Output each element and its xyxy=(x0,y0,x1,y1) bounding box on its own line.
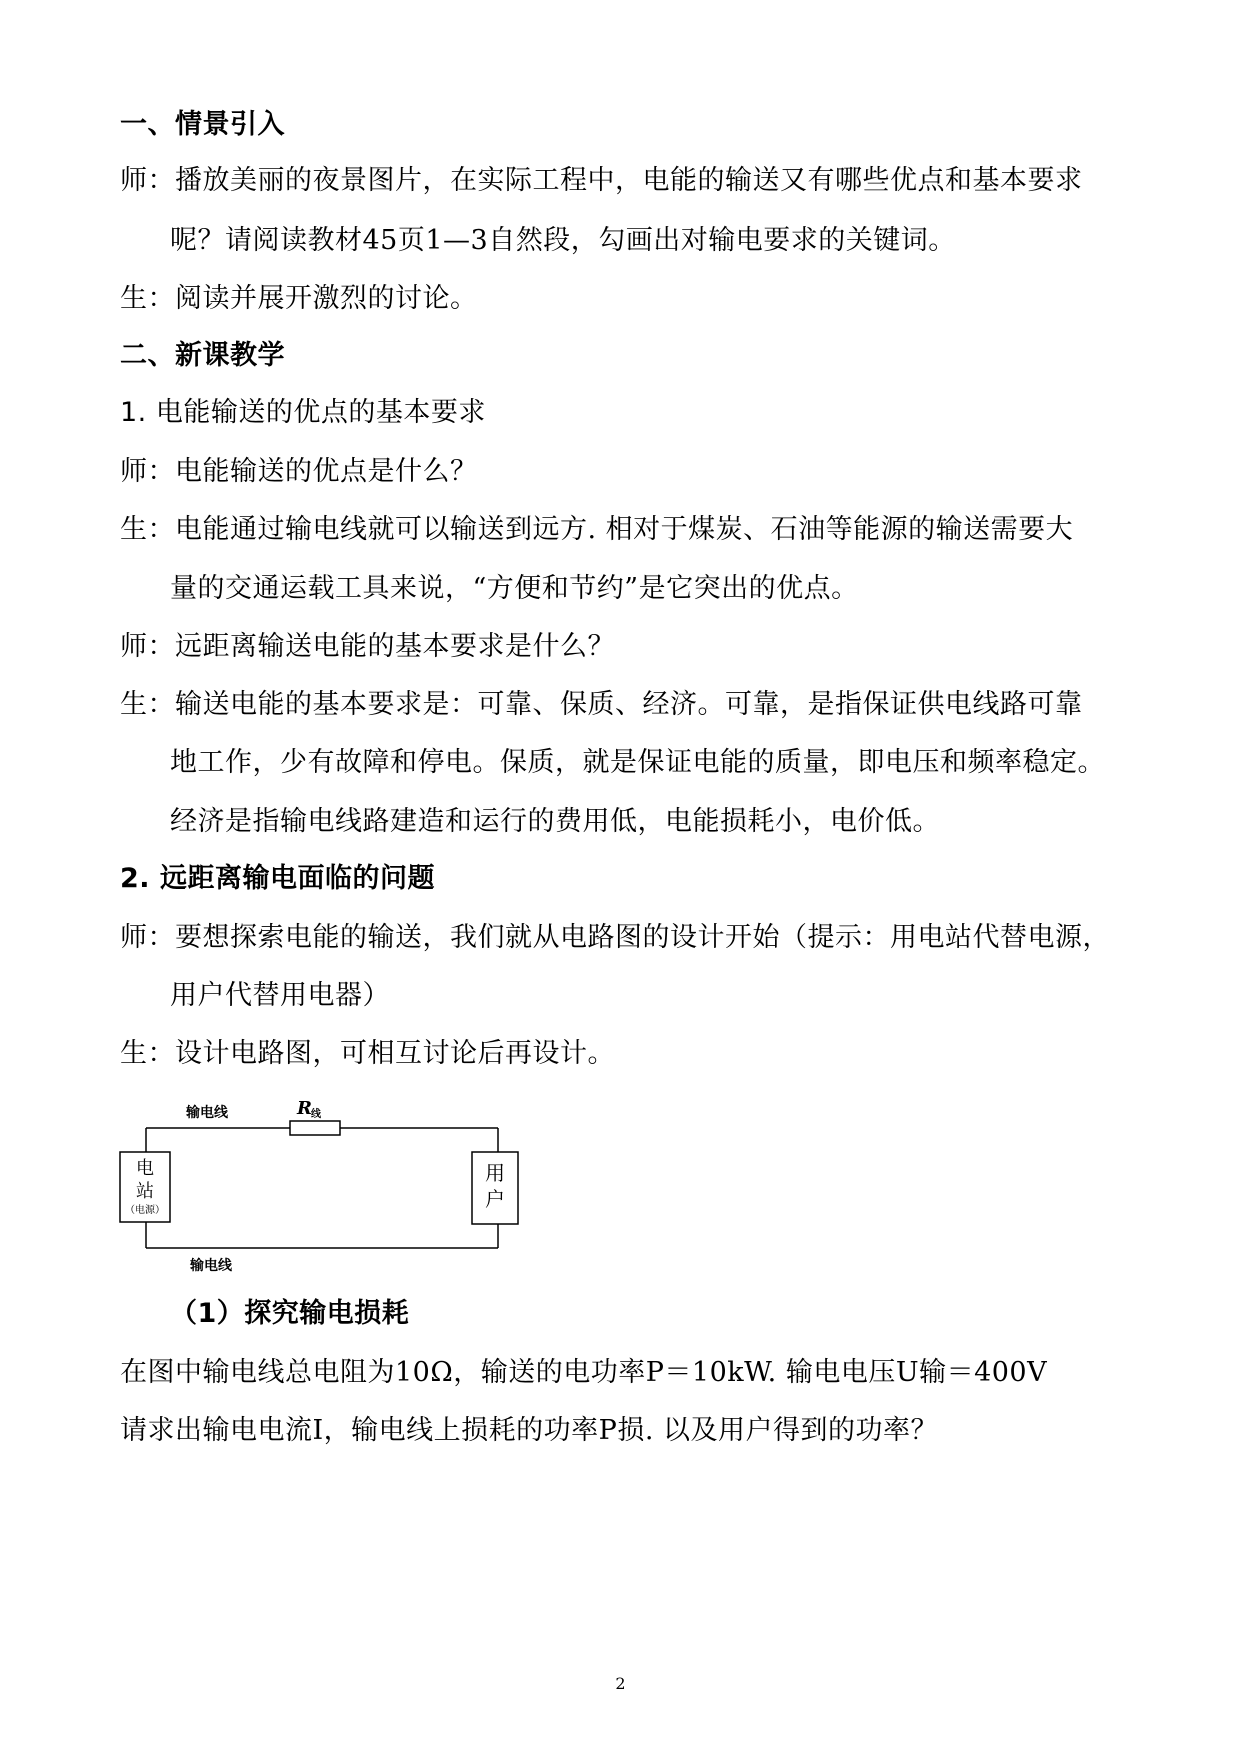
resistor xyxy=(290,1121,340,1135)
subheading-3: （1）探究输电损耗 xyxy=(170,1298,410,1329)
resistor-symbol: R xyxy=(297,1098,312,1119)
heading-intro: 一、情景引入 xyxy=(120,109,285,140)
heading-new-lesson: 二、新课教学 xyxy=(120,340,285,371)
text-line: 生：设计电路图，可相互讨论后再设计。 xyxy=(120,1038,615,1069)
text-line: 师：要想探索电能的输送，我们就从电路图的设计开始（提示：用电站代替电源， xyxy=(120,922,1110,953)
resistor-subscript: 线 xyxy=(311,1109,321,1120)
text-line: 地工作，少有故障和停电。保质，就是保证电能的质量，即电压和频率稳定。 xyxy=(170,747,1105,778)
station-note: （电源） xyxy=(125,1205,165,1216)
circuit-diagram xyxy=(100,1090,580,1290)
subheading-1: 1. 电能输送的优点的基本要求 xyxy=(120,397,486,428)
bottom-wire-label: 输电线 xyxy=(190,1258,232,1274)
text-line: 呢？请阅读教材45页1—3自然段，勾画出对输电要求的关键词。 xyxy=(170,225,956,256)
text-line: 用户代替用电器） xyxy=(170,980,390,1011)
text-line: 生：阅读并展开激烈的讨论。 xyxy=(120,283,478,314)
text-line: 请求出输电电流I，输电线上损耗的功率P损. 以及用户得到的功率？ xyxy=(120,1415,938,1446)
text-line: 生：输送电能的基本要求是：可靠、保质、经济。可靠，是指保证供电线路可靠 xyxy=(120,689,1083,720)
subheading-2: 2. 远距离输电面临的问题 xyxy=(120,863,435,894)
text-line: 师：远距离输送电能的基本要求是什么？ xyxy=(120,631,615,662)
top-wire-label: 输电线 xyxy=(186,1105,228,1121)
text-line: 在图中输电线总电阻为10Ω，输送的电功率P＝10kW. 输电电压U输＝400V xyxy=(120,1357,1048,1388)
text-line: 生：电能通过输电线就可以输送到远方. 相对于煤炭、石油等能源的输送需要大 xyxy=(120,514,1074,545)
text-line: 经济是指输电线路建造和运行的费用低，电能损耗小，电价低。 xyxy=(170,806,940,837)
station-label-2: 站 xyxy=(136,1181,154,1202)
user-label-2: 户 xyxy=(485,1187,505,1211)
user-label-1: 用 xyxy=(485,1161,505,1185)
text-line: 量的交通运载工具来说，“方便和节约”是它突出的优点。 xyxy=(170,573,859,604)
station-label-1: 电 xyxy=(136,1158,154,1179)
text-line: 师：电能输送的优点是什么？ xyxy=(120,456,478,487)
text-line: 师：播放美丽的夜景图片，在实际工程中，电能的输送又有哪些优点和基本要求 xyxy=(120,165,1083,196)
page-number: 2 xyxy=(615,1674,626,1693)
